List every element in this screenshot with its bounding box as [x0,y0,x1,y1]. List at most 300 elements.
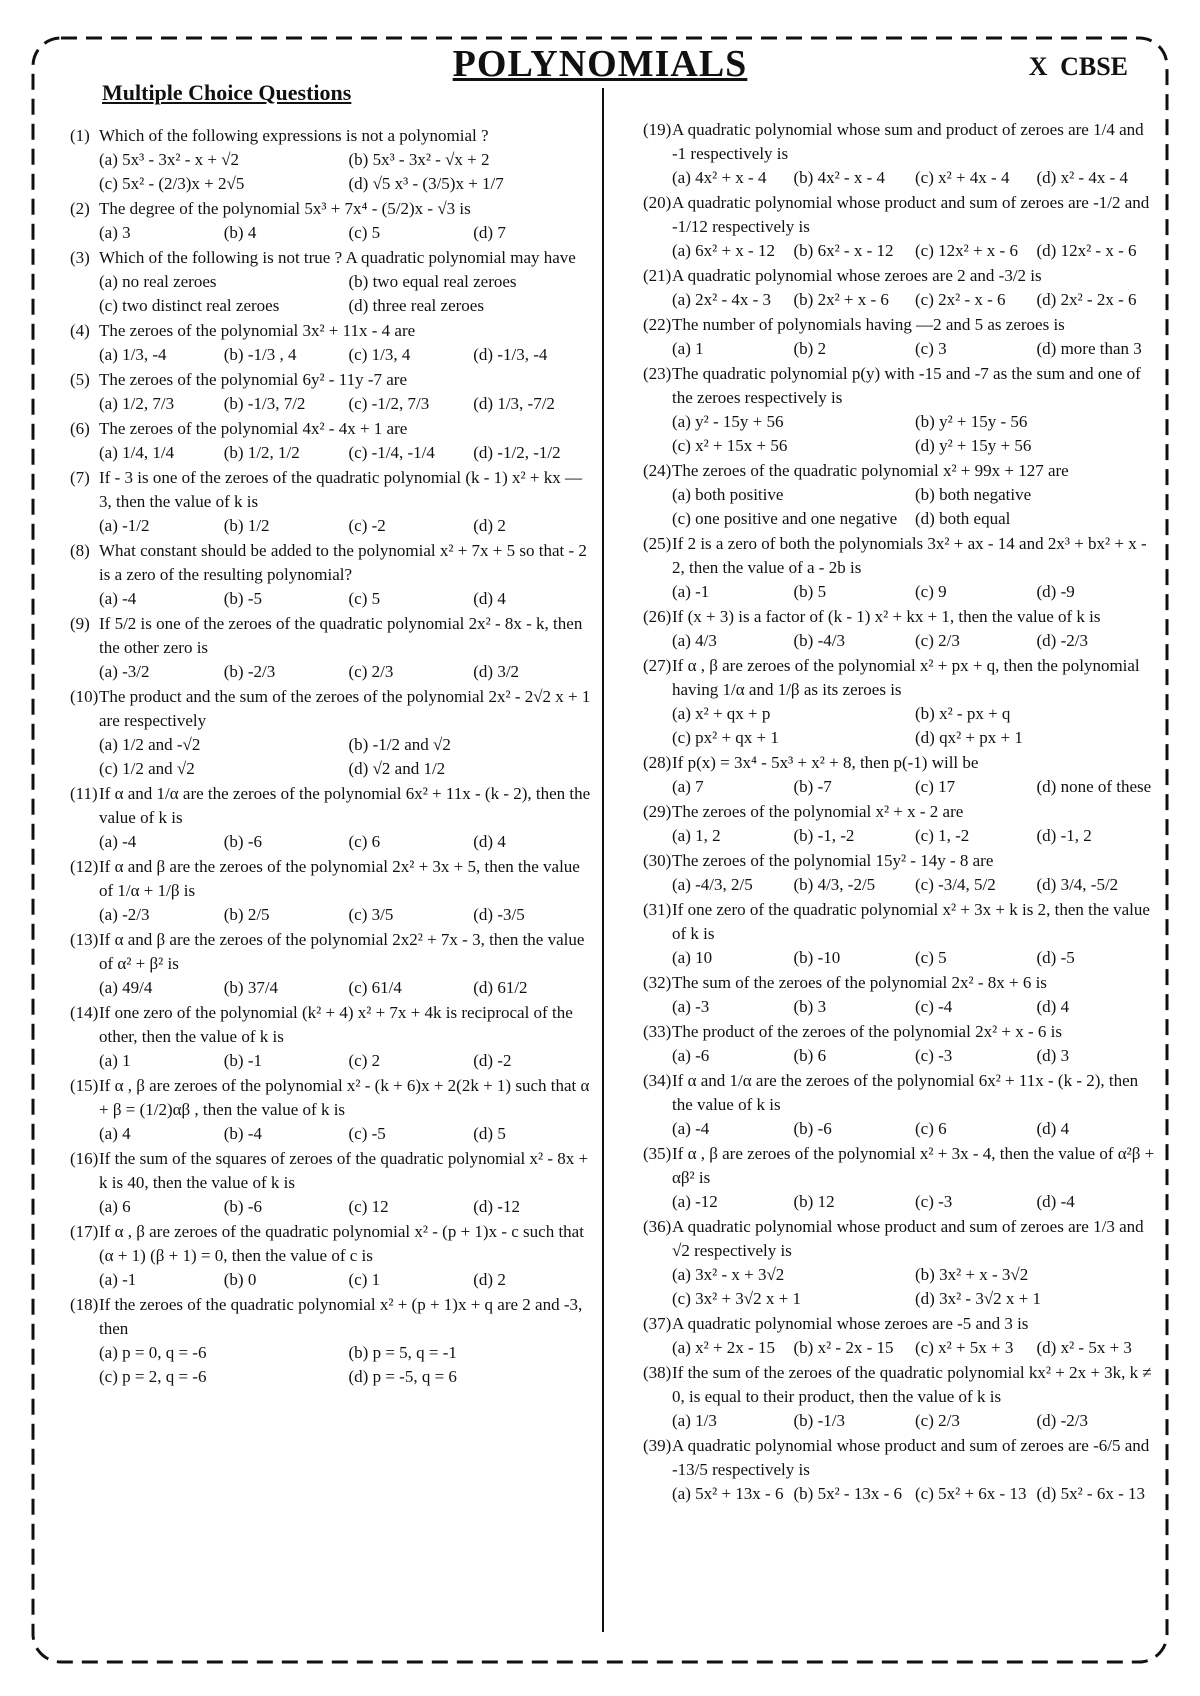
question-item [643,654,1158,750]
answer-options [70,587,598,611]
answer-option: (c) 5 [348,223,381,242]
answer-options [70,660,598,684]
question-text: The zeroes of the polynomial 4x² - 4x + 1 are [99,419,408,438]
answer-option: (c) -2 [348,516,386,535]
answer-option: (b) 37/4 [223,978,279,997]
question-text: If 2 is a zero of both the polynomials 3x² + ax - 14 and 2x³ + bx² + x - 2, then the value of a - 2b is [672,534,1147,577]
answer-option: (b) 5x³ - 3x² - √x + 2 [348,150,490,169]
question-item [643,1215,1158,1311]
question-number: (2) [70,199,90,218]
question-text: The product and the sum of the zeroes of the polynomial 2x² - 2√2 x + 1 are respectively [99,687,591,730]
answer-option: (b) -1, -2 [793,826,855,845]
question-text: A quadratic polynomial whose zeroes are 2 and -3/2 is [672,266,1042,285]
answer-option: (c) -3 [915,1046,953,1065]
answer-option: (d) -5 [1036,948,1075,967]
answer-option: (a) -1 [672,582,710,601]
question-number: (21) [643,266,672,285]
question-number: (33) [643,1022,672,1041]
answer-options [643,1117,1158,1141]
question-item [70,1001,598,1073]
answer-options [643,166,1158,190]
question-number: (26) [643,607,672,626]
answer-option: (c) 1/3, 4 [348,345,411,364]
answer-option: (c) -4 [915,997,953,1016]
question-item [70,1147,598,1219]
answer-option: (c) -3 [915,1192,953,1211]
answer-option: (c) 3/5 [348,905,394,924]
answer-option: (a) no real zeroes [99,272,217,291]
question-item [643,1069,1158,1141]
question-text: The zeroes of the quadratic polynomial x² + 99x + 127 are [672,461,1069,480]
question-text: The number of polynomials having —2 and 5 as zeroes is [672,315,1065,334]
question-number: (29) [643,802,672,821]
answer-options [643,1409,1158,1433]
answer-option: (a) 3x² - x + 3√2 [672,1265,785,1284]
question-number: (9) [70,614,90,633]
question-item [70,612,598,684]
answer-option: (d) more than 3 [1036,339,1142,358]
question-number: (27) [643,656,672,675]
question-item [643,1020,1158,1068]
answer-option: (a) 1/2, 7/3 [99,394,175,413]
question-item [643,1312,1158,1360]
question-number: (24) [643,461,672,480]
question-text: The zeroes of the polynomial 3x² + 11x - 4 are [99,321,416,340]
question-item [643,118,1158,190]
question-number: (17) [70,1222,99,1241]
question-text: What constant should be added to the polynomial x² + 7x + 5 so that - 2 is a zero of the resulting polynomial? [99,541,587,584]
question-text: If - 3 is one of the zeroes of the quadratic polynomial (k - 1) x² + kx — 3, then the value of k is [99,468,582,511]
answer-option: (a) 1/3, -4 [99,345,167,364]
answer-option: (d) -3/5 [473,905,525,924]
question-item [643,1142,1158,1214]
answer-options [70,148,598,196]
answer-option: (d) -9 [1036,582,1075,601]
answer-option: (a) y² - 15y + 56 [672,412,784,431]
answer-options [70,270,598,318]
answer-option: (b) 4 [223,223,257,242]
answer-option: (a) -2/3 [99,905,150,924]
answer-options [70,1195,598,1219]
question-item [643,849,1158,897]
answer-options [70,1268,598,1292]
answer-option: (a) 1/4, 1/4 [99,443,175,462]
answer-option: (c) 61/4 [348,978,402,997]
answer-option: (d) 7 [473,223,506,242]
answer-option: (b) -5 [223,589,262,608]
answer-option: (a) 10 [672,948,713,967]
question-number: (23) [643,364,672,383]
answer-option: (a) 4 [99,1124,131,1143]
answer-option: (b) 2/5 [223,905,270,924]
question-item [70,1220,598,1292]
answer-option: (a) -1/2 [99,516,150,535]
section-heading: Multiple Choice Questions [102,80,352,105]
answer-option: (c) 5 [915,948,947,967]
answer-option: (a) -4 [99,832,137,851]
answer-options [70,976,598,1000]
answer-option: (a) 1 [672,339,704,358]
answer-option: (d) √5 x³ - (3/5)x + 1/7 [348,174,504,193]
question-item [643,1434,1158,1506]
answer-option: (c) p = 2, q = -6 [99,1367,207,1386]
answer-options [70,903,598,927]
answer-options [643,873,1158,897]
question-item [643,898,1158,970]
question-item [70,539,598,611]
answer-option: (a) 3 [99,223,131,242]
answer-option: (b) 3 [793,997,827,1016]
question-text: A quadratic polynomial whose product and sum of zeroes are 1/3 and √2 respectively is [672,1217,1144,1260]
answer-option: (b) 1/2, 1/2 [223,443,300,462]
answer-option: (c) 1, -2 [915,826,970,845]
answer-option: (b) -1/3, 7/2 [223,394,306,413]
answer-option: (d) 1/3, -7/2 [473,394,555,413]
answer-option: (b) 0 [223,1270,257,1289]
answer-option: (d) 5 [473,1124,506,1143]
answer-options [70,830,598,854]
question-number: (32) [643,973,672,992]
question-item [70,1293,598,1389]
question-text: If α and 1/α are the zeroes of the polynomial 6x² + 11x - (k - 2), then the value of k is [672,1071,1139,1114]
answer-option: (a) 4/3 [672,631,717,650]
answer-options [70,392,598,416]
question-number: (34) [643,1071,672,1090]
answer-option: (b) -1/3 , 4 [223,345,297,364]
question-item [70,197,598,245]
question-item [70,124,598,196]
answer-options [70,343,598,367]
answer-options [643,410,1158,458]
answer-option: (c) 9 [915,582,947,601]
answer-option: (d) -1/3, -4 [473,345,548,364]
question-number: (19) [643,120,672,139]
question-item [70,466,598,538]
answer-option: (a) 1 [99,1051,131,1070]
answer-option: (b) 2 [793,339,827,358]
answer-option: (d) both equal [915,509,1011,528]
answer-option: (d) -1, 2 [1036,826,1092,845]
question-text: If α , β are zeroes of the polynomial x² + px + q, then the polynomial having 1/α and 1/β as its zeroes is [672,656,1140,699]
answer-option: (b) 4x² - x - 4 [793,168,885,187]
answer-option: (c) 12x² + x - 6 [915,241,1018,260]
answer-option: (b) x² - px + q [915,704,1011,723]
question-text: If α , β are zeroes of the polynomial x² + 3x - 4, then the value of α²β + αβ² is [672,1144,1155,1187]
answer-option: (c) 1 [348,1270,381,1289]
answer-option: (a) -3 [672,997,710,1016]
answer-option: (d) -2/3 [1036,631,1088,650]
answer-option: (c) 12 [348,1197,389,1216]
answer-option: (c) 6 [348,832,381,851]
question-text: Which of the following expressions is not a polynomial ? [99,126,489,145]
question-number: (30) [643,851,672,870]
answer-option: (d) 61/2 [473,978,528,997]
question-number: (31) [643,900,672,919]
answer-option: (c) -1/2, 7/3 [348,394,430,413]
answer-options [643,580,1158,604]
answer-option: (b) -4/3 [793,631,845,650]
answer-option: (c) one positive and one negative [672,509,898,528]
question-text: If p(x) = 3x⁴ - 5x³ + x² + 8, then p(-1) will be [672,753,979,772]
question-item [643,800,1158,848]
question-text: If (x + 3) is a factor of (k - 1) x² + kx + 1, then the value of k is [672,607,1101,626]
answer-option: (c) 2x² - x - 6 [915,290,1006,309]
answer-option: (a) -4 [672,1119,710,1138]
answer-options [643,824,1158,848]
answer-option: (b) -4 [223,1124,262,1143]
answer-option: (a) 1, 2 [672,826,721,845]
answer-option: (c) 2 [348,1051,381,1070]
question-text: The degree of the polynomial 5x³ + 7x⁴ - (5/2)x - √3 is [99,199,471,218]
answer-option: (a) 5x² + 13x - 6 [672,1484,784,1503]
answer-option: (c) 5x² - (2/3)x + 2√5 [99,174,245,193]
question-number: (5) [70,370,90,389]
answer-option: (c) -1/4, -1/4 [348,443,435,462]
answer-option: (a) 4x² + x - 4 [672,168,767,187]
answer-options [643,288,1158,312]
question-number: (39) [643,1436,672,1455]
answer-option: (c) 6 [915,1119,947,1138]
answer-option: (c) -3/4, 5/2 [915,875,996,894]
answer-option: (c) 1/2 and √2 [99,759,195,778]
answer-option: (a) -1 [99,1270,137,1289]
answer-option: (a) 1/3 [672,1411,717,1430]
answer-option: (d) -4 [1036,1192,1075,1211]
answer-option: (d) 3/2 [473,662,520,681]
right-question-column [643,118,1158,1507]
answer-option: (a) 5x³ - 3x² - x + √2 [99,150,240,169]
answer-option: (c) x² + 4x - 4 [915,168,1010,187]
question-number: (13) [70,930,99,949]
question-item [70,368,598,416]
question-text: A quadratic polynomial whose sum and product of zeroes are 1/4 and -1 respectively is [672,120,1144,163]
question-text: A quadratic polynomial whose product and sum of zeroes are -6/5 and -13/5 respectively is [672,1436,1150,1479]
answer-options [643,1482,1158,1506]
answer-options [70,733,598,781]
answer-options [643,483,1158,531]
question-text: The sum of the zeroes of the polynomial 2x² - 8x + 6 is [672,973,1047,992]
question-text: If the sum of the squares of zeroes of the quadratic polynomial x² - 8x + k is 40, then the value of k is [99,1149,589,1192]
question-text: If 5/2 is one of the zeroes of the quadratic polynomial 2x² - 8x - k, then the other zero is [99,614,583,657]
answer-option: (c) 5 [348,589,381,608]
question-number: (22) [643,315,672,334]
question-text: The zeroes of the polynomial 15y² - 14y - 8 are [672,851,994,870]
answer-option: (a) -4/3, 2/5 [672,875,753,894]
answer-option: (a) 1/2 and -√2 [99,735,201,754]
answer-option: (c) 3x² + 3√2 x + 1 [672,1289,801,1308]
answer-option: (a) 2x² - 4x - 3 [672,290,772,309]
answer-option: (c) x² + 15x + 56 [672,436,788,455]
answer-option: (b) -1/2 and √2 [348,735,451,754]
question-item [643,751,1158,799]
question-text: The product of the zeroes of the polynomial 2x² + x - 6 is [672,1022,1063,1041]
answer-options [643,1263,1158,1311]
answer-option: (b) 4/3, -2/5 [793,875,876,894]
answer-option: (c) 2/3 [348,662,394,681]
question-item [70,1074,598,1146]
question-item [643,1361,1158,1433]
question-number: (1) [70,126,90,145]
answer-options [70,1049,598,1073]
answer-option: (b) -10 [793,948,841,967]
answer-options [643,239,1158,263]
answer-option: (d) 4 [1036,997,1070,1016]
answer-option: (a) -12 [672,1192,718,1211]
answer-option: (a) 6x² + x - 12 [672,241,775,260]
answer-option: (d) 2 [473,1270,506,1289]
answer-option: (c) 3 [915,339,947,358]
answer-option: (d) 4 [473,832,506,851]
answer-option: (c) two distinct real zeroes [99,296,280,315]
question-item [70,782,598,854]
answer-option: (d) x² - 5x + 3 [1036,1338,1132,1357]
question-item [643,313,1158,361]
question-text: If α and 1/α are the zeroes of the polynomial 6x² + 11x - (k - 2), then the value of k is [99,784,591,827]
question-number: (35) [643,1144,672,1163]
answer-option: (b) 5 [793,582,827,601]
question-text: If α and β are the zeroes of the polynomial 2x² + 3x + 5, then the value of 1/α + 1/β is [99,857,580,900]
answer-option: (b) both negative [915,485,1032,504]
answer-option: (d) qx² + px + 1 [915,728,1023,747]
answer-options [70,221,598,245]
question-number: (36) [643,1217,672,1236]
answer-option: (c) 2/3 [915,631,960,650]
answer-option: (b) two equal real zeroes [348,272,517,291]
question-item [70,928,598,1000]
question-number: (6) [70,419,90,438]
question-number: (16) [70,1149,99,1168]
page-title: POLYNOMIALS [452,43,748,85]
answer-option: (b) -2/3 [223,662,276,681]
question-text: The zeroes of the polynomial 6y² - 11y -7 are [99,370,408,389]
answer-option: (a) 49/4 [99,978,153,997]
left-question-column [70,124,598,1390]
answer-option: (a) p = 0, q = -6 [99,1343,207,1362]
question-text: If one zero of the polynomial (k² + 4) x² + 7x + 4k is reciprocal of the other, then the value of k is [99,1003,573,1046]
question-number: (15) [70,1076,99,1095]
question-item [70,685,598,781]
answer-options [70,441,598,465]
answer-option: (d) three real zeroes [348,296,484,315]
answer-option: (a) -6 [672,1046,710,1065]
answer-options [70,1341,598,1389]
answer-option: (c) x² + 5x + 3 [915,1338,1014,1357]
answer-option: (b) p = 5, q = -1 [348,1343,457,1362]
question-text: If the sum of the zeroes of the quadratic polynomial kx² + 2x + 3k, k ≠ 0, is equal to their product, then the value of k is [672,1363,1152,1406]
answer-option: (d) 3/4, -5/2 [1036,875,1119,894]
answer-option: (b) -6 [793,1119,832,1138]
answer-option: (a) -3/2 [99,662,150,681]
answer-option: (c) 2/3 [915,1411,960,1430]
answer-option: (d) 4 [473,589,506,608]
question-item [643,971,1158,1019]
answer-option: (b) 3x² + x - 3√2 [915,1265,1029,1284]
question-number: (11) [70,784,98,803]
answer-option: (c) -5 [348,1124,386,1143]
answer-option: (d) -1/2, -1/2 [473,443,561,462]
answer-option: (c) 17 [915,777,956,796]
question-text: If α , β are zeroes of the polynomial x² - (k + 6)x + 2(2k + 1) such that α + β = (1/2)αβ , then the value of k is [99,1076,590,1119]
question-text: A quadratic polynomial whose product and sum of zeroes are -1/2 and -1/12 respectively is [672,193,1150,236]
question-item [643,605,1158,653]
answer-option: (a) x² + qx + p [672,704,771,723]
answer-option: (b) -1 [223,1051,262,1070]
answer-option: (d) 4 [1036,1119,1070,1138]
answer-option: (b) 6 [793,1046,827,1065]
answer-option: (d) 2x² - 2x - 6 [1036,290,1137,309]
answer-options [643,702,1158,750]
answer-option: (a) both positive [672,485,784,504]
question-number: (3) [70,248,90,267]
answer-option: (b) 12 [793,1192,835,1211]
answer-option: (c) 5x² + 6x - 13 [915,1484,1027,1503]
question-number: (25) [643,534,672,553]
answer-option: (b) -6 [223,1197,262,1216]
question-number: (18) [70,1295,99,1314]
answer-options [643,1044,1158,1068]
question-text: If one zero of the quadratic polynomial x² + 3x + k is 2, then the value of k is [672,900,1150,943]
answer-option: (b) -1/3 [793,1411,845,1430]
question-item [70,246,598,318]
answer-options [643,629,1158,653]
answer-options [643,1190,1158,1214]
answer-option: (b) y² + 15y - 56 [915,412,1028,431]
answer-option: (d) -2/3 [1036,1411,1088,1430]
answer-options [643,995,1158,1019]
answer-option: (b) -6 [223,832,262,851]
question-item [70,417,598,465]
question-number: (14) [70,1003,99,1022]
question-number: (4) [70,321,90,340]
answer-option: (b) -7 [793,777,832,796]
answer-options [643,1336,1158,1360]
answer-options [70,514,598,538]
answer-option: (b) 6x² - x - 12 [793,241,894,260]
answer-options [643,337,1158,361]
question-item [70,855,598,927]
answer-option: (d) y² + 15y + 56 [915,436,1032,455]
question-text: The zeroes of the polynomial x² + x - 2 are [672,802,964,821]
question-text: If α , β are zeroes of the quadratic polynomial x² - (p + 1)x - c such that (α + 1) (β + 1) = 0, then the value of c is [99,1222,584,1265]
answer-option: (d) 2 [473,516,506,535]
question-number: (37) [643,1314,672,1333]
answer-option: (a) 7 [672,777,704,796]
answer-option: (a) -4 [99,589,137,608]
answer-option: (a) 6 [99,1197,131,1216]
question-number: (10) [70,687,99,706]
answer-options [70,1122,598,1146]
answer-option: (b) 5x² - 13x - 6 [793,1484,902,1503]
answer-option: (d) none of these [1036,777,1152,796]
question-text: The quadratic polynomial p(y) with -15 and -7 as the sum and one of the zeroes respectively is [672,364,1141,407]
question-item [643,191,1158,263]
answer-option: (d) 12x² - x - 6 [1036,241,1137,260]
answer-option: (b) 1/2 [223,516,270,535]
answer-options [643,775,1158,799]
question-item [70,319,598,367]
answer-option: (d) 5x² - 6x - 13 [1036,1484,1145,1503]
question-text: If α and β are the zeroes of the polynomial 2x2² + 7x - 3, then the value of α² + β² is [99,930,585,973]
answer-option: (d) 3 [1036,1046,1070,1065]
question-item [643,362,1158,458]
class-label: X CBSE [1028,52,1128,81]
question-number: (8) [70,541,90,560]
answer-option: (d) p = -5, q = 6 [348,1367,457,1386]
question-item [643,532,1158,604]
question-text: If the zeroes of the quadratic polynomial x² + (p + 1)x + q are 2 and -3, then [99,1295,583,1338]
question-text: A quadratic polynomial whose zeroes are -5 and 3 is [672,1314,1029,1333]
answer-option: (d) -2 [473,1051,512,1070]
